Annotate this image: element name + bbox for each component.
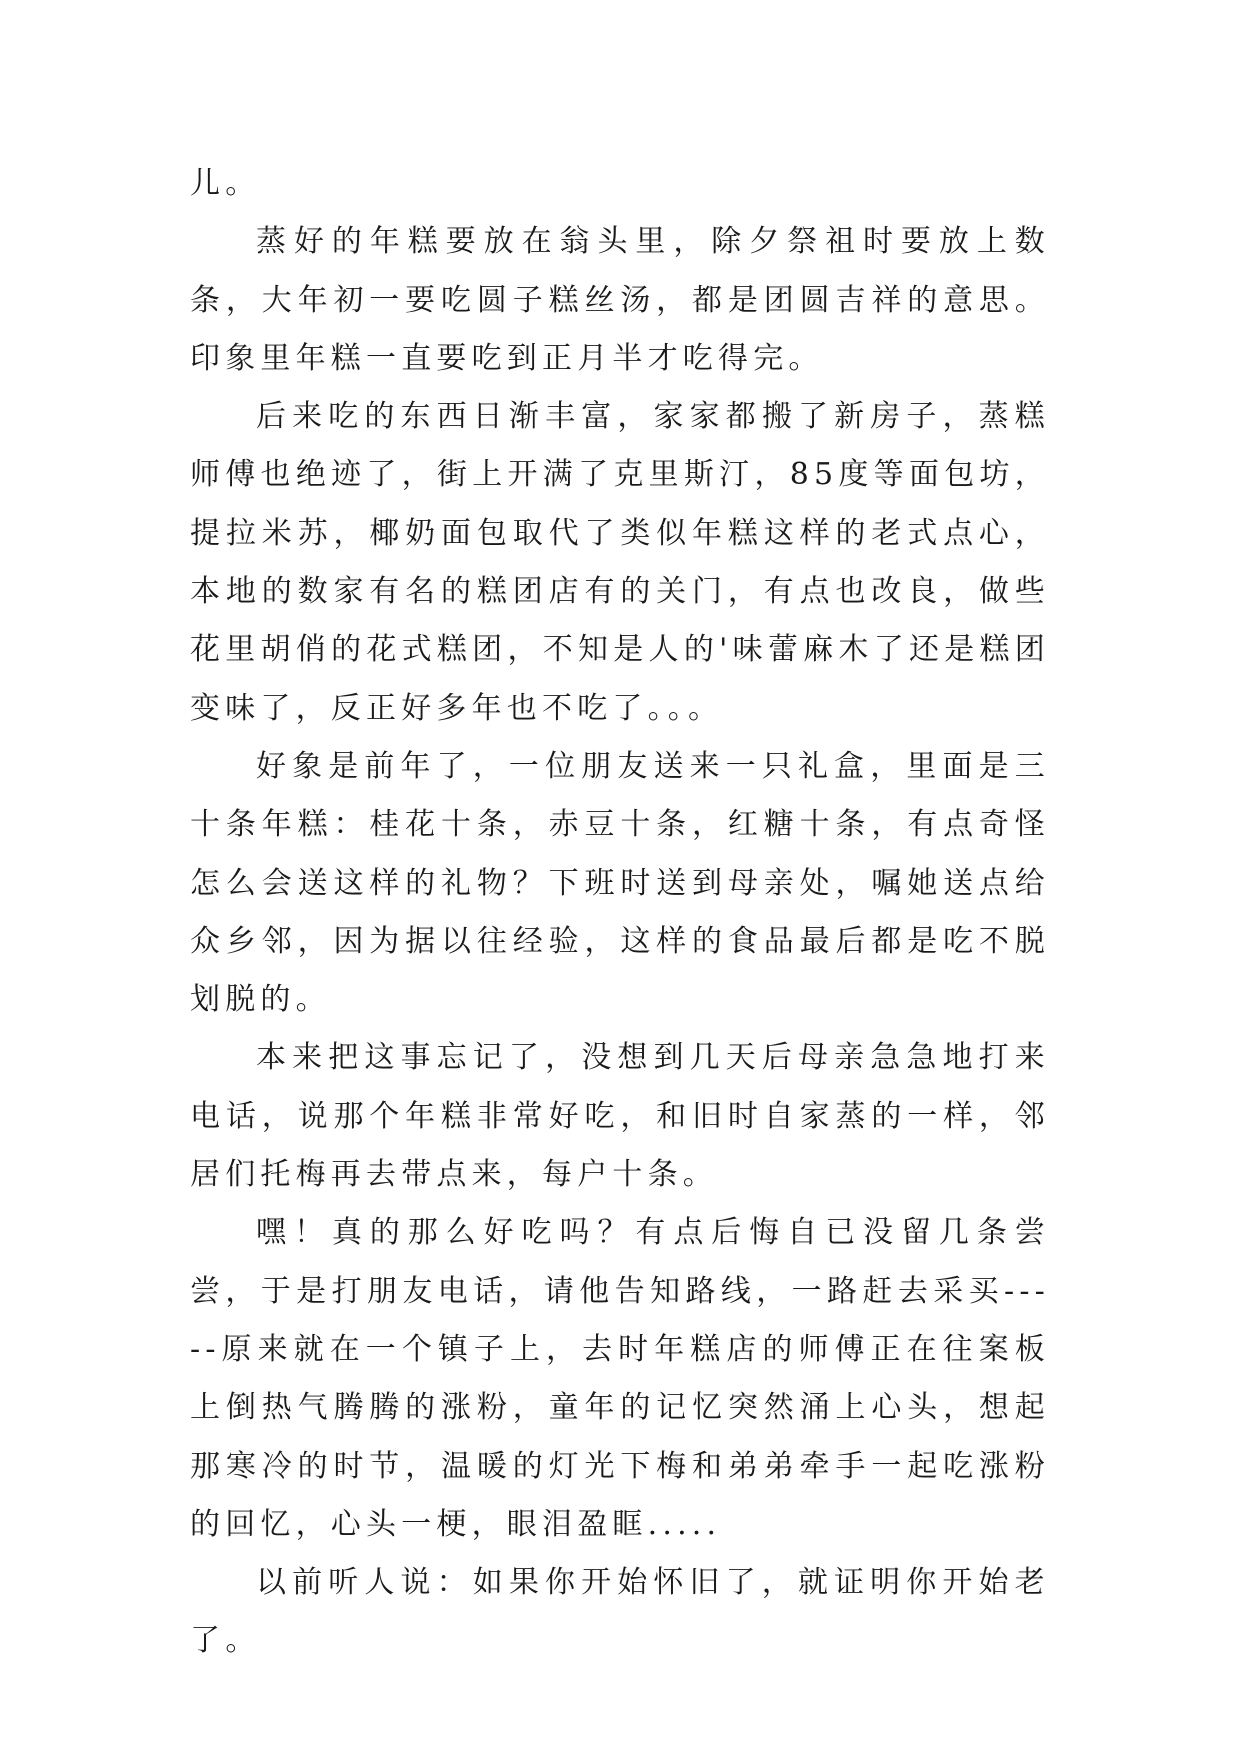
paragraph-changing-times: 后来吃的东西日渐丰富，家家都搬了新房子，蒸糕师傅也绝迹了，街上开满了克里斯汀，85度等面包坊，提拉米苏，椰奶面包取代了类似年糕这样的老式点心，本地的数家有名的糕团店有的关门，有点也改良，做些花里胡俏的花式糕团，不知是人的'味蕾麻木了还是糕团变味了，反正好多年也不吃了。。。 xyxy=(190,399,1050,726)
paragraph-gift-box: 好象是前年了，一位朋友送来一只礼盒，里面是三十条年糕：桂花十条，赤豆十条，红糖十条，有点奇怪怎么会送这样的礼物？下班时送到母亲处，嘱她送点给众乡邻，因为据以往经验，这样的食品最后都是吃不脱划脱的。 xyxy=(190,748,1050,1018)
paragraph-nostalgia: 以前听人说：如果你开始怀旧了，就证明你开始老了。 xyxy=(190,1565,1050,1659)
paragraph-mother-call: 本来把这事忘记了，没想到几天后母亲急急地打来电话，说那个年糕非常好吃，和旧时自家蒸的一样，邻居们托梅再去带点来，每户十条。 xyxy=(190,1040,1050,1193)
paragraph-visit-shop: 嘿！真的那么好吃吗？有点后悔自已没留几条尝尝，于是打朋友电话，请他告知路线，一路赶去采买-----原来就在一个镇子上，去时年糕店的师傅正在往案板上倒热气腾腾的涨粉，童年的记忆突然涌上心头，想起那寒冷的时节，温暖的灯光下梅和弟弟牵手一起吃涨粉的回忆，心头一梗，眼泪盈眶..... xyxy=(190,1215,1050,1542)
paragraph-continuation: 儿。 xyxy=(190,166,261,201)
paragraph-nian-gao-storage: 蒸好的年糕要放在翁头里，除夕祭祖时要放上数条，大年初一要吃圆子糕丝汤，都是团圆吉祥的意思。印象里年糕一直要吃到正月半才吃得完。 xyxy=(190,224,1050,376)
document-body xyxy=(190,155,1050,1671)
